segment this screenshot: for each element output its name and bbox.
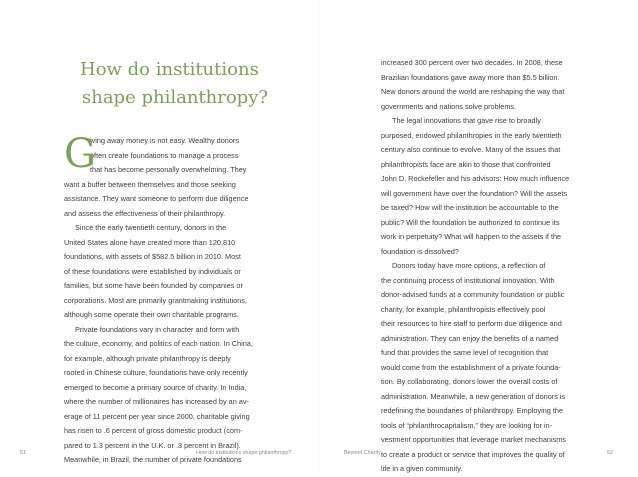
running-title: How do institutions shape philanthropy? bbox=[196, 450, 292, 456]
text-line: assistance. They want someone to perform due diligence bbox=[64, 194, 249, 203]
right-text-column bbox=[381, 56, 601, 477]
text-line: United States alone have created more than 120,810 bbox=[64, 237, 236, 247]
text-line: the continuing process of institutional innovation. With bbox=[381, 275, 555, 285]
text-line: governments and nations solve problems. bbox=[381, 101, 517, 111]
text-line: for example, although private philanthropy is deeply bbox=[64, 353, 231, 363]
text-line: often create foundations to manage a process bbox=[90, 150, 239, 160]
text-line: pared to 1.3 percent in the U.K. or .3 percent in Brazil). bbox=[64, 440, 241, 450]
text-line: century also continue to evolve. Many of the issues that bbox=[381, 145, 561, 154]
text-line: Since the early twentieth century, donors in the bbox=[75, 223, 227, 232]
text-line: would come from the establishment of a private founda- bbox=[381, 362, 561, 372]
text-line: New donors around the world are reshaping the way that bbox=[381, 87, 565, 96]
page-number-left: 51 bbox=[20, 450, 26, 456]
text-line: tools of “philanthrocapitalism,” they are looking for in- bbox=[381, 420, 553, 430]
text-line: redefining the boundaries of philanthropy. Employing the bbox=[381, 406, 564, 415]
text-line: and assess the effectiveness of their philanthropy. bbox=[64, 208, 226, 218]
text-line: has risen to .6 percent of gross domestic product (com- bbox=[64, 426, 243, 435]
text-line: erage of 11 percent per year since 2000, charitable giving bbox=[64, 411, 250, 421]
text-line: of these foundations were established by individuals or bbox=[64, 266, 241, 276]
text-line: philanthropists face are akin to those that confronted bbox=[381, 159, 551, 169]
page-number-right: 52 bbox=[607, 450, 613, 456]
text-line: although some operate their own charitable programs. bbox=[64, 310, 239, 319]
text-line: administration. They can enjoy the benefits of a named bbox=[381, 333, 559, 343]
text-line: their resources to hire staff to perform due diligence and bbox=[381, 319, 562, 328]
text-line: rooted in Chinese culture, foundations have only recently bbox=[64, 368, 248, 377]
text-line: foundations, with assets of $582.5 billion in 2010. Most bbox=[64, 252, 241, 261]
text-line: John D. Rockefeller and his advisors: How much influence bbox=[381, 174, 570, 183]
text-line: donor-advised funds at a community foundation or public bbox=[381, 290, 565, 299]
text-line: families, but some have been founded by companies or bbox=[64, 281, 243, 290]
left-text-column bbox=[64, 131, 279, 468]
text-line: public? Will the foundation be authorized to continue its bbox=[381, 217, 560, 227]
text-line: corporations. Most are primarily grantmaking institutions, bbox=[64, 295, 247, 305]
text-line: Private foundations vary in character and form with bbox=[75, 324, 240, 334]
text-line: be taxed? How will the institution be accountable to the bbox=[381, 203, 559, 212]
page-gutter bbox=[318, 0, 320, 471]
text-line: Meanwhile, in Brazil, the number of private foundations bbox=[64, 455, 242, 464]
text-line: want a buffer between themselves and those seeking bbox=[64, 179, 236, 189]
text-line: vestment opportunities that leverage market mechanisms bbox=[381, 435, 566, 444]
text-line: tion. By collaborating, donors lower the overall costs of bbox=[381, 377, 558, 386]
text-line: emerged to become a primary source of charity. In India, bbox=[64, 382, 247, 392]
section-heading bbox=[80, 56, 280, 112]
text-line: iving away money is not easy. Wealthy donors bbox=[90, 136, 239, 145]
heading-line-2: shape philanthropy? bbox=[82, 87, 269, 108]
text-line: charity, for example, philanthropists effectively pool bbox=[381, 304, 546, 314]
text-line: increased 300 percent over two decades. In 2008, these bbox=[381, 58, 563, 67]
text-line: purposed, endowed philanthropies in the early twentieth bbox=[381, 130, 562, 140]
text-line: to create a product or service that improves the quality of bbox=[381, 449, 565, 459]
text-line: fund that provides the same level of recognition that bbox=[381, 348, 549, 357]
text-line: that has become personally overwhelming. They bbox=[90, 165, 247, 174]
text-line: Brazilian foundations gave away more than $5.5 billion. bbox=[381, 72, 560, 82]
text-line: foundation is dissolved? bbox=[381, 246, 459, 256]
text-line: The legal innovations that gave rise to broadly bbox=[392, 116, 541, 125]
text-line: Donors today have more options, a reflection of bbox=[392, 261, 546, 270]
text-line: life in a given community. bbox=[381, 464, 463, 473]
text-line: where the number of millionaires has increased by an av- bbox=[64, 397, 249, 406]
text-line: the culture, economy, and politics of each nation. In China, bbox=[64, 339, 253, 348]
drop-cap: G bbox=[64, 131, 96, 177]
heading-line-1: How do institutions bbox=[80, 59, 259, 80]
text-line: will government have over the foundation? Will the assets bbox=[381, 188, 568, 198]
text-line: work in perpetuity? What will happen to the assets if the bbox=[381, 232, 562, 241]
text-line: administration. Meanwhile, a new generation of donors is bbox=[381, 391, 566, 401]
book-title: Beyond Charity bbox=[344, 450, 381, 456]
